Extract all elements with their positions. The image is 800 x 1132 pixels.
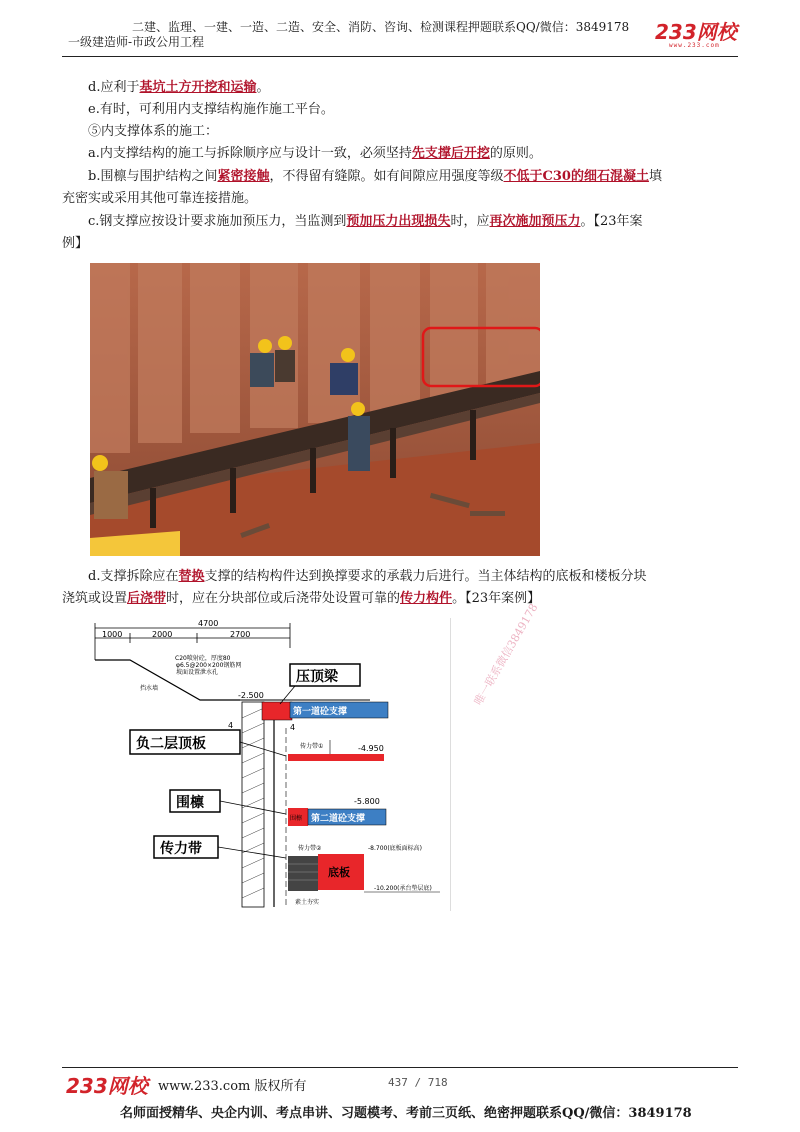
- elev-3: -5.800: [354, 797, 380, 806]
- item-d2-text: d.支撑拆除应在替换支撑的结构构件达到换撑要求的承载力后进行。当主体结构的底板和楼板分块: [88, 569, 647, 584]
- base-slab-text: 底板: [328, 866, 350, 879]
- elev-2: -4.950: [358, 744, 384, 753]
- item-e-text: e.有时，可利用内支撑结构施作施工平台。: [88, 102, 334, 117]
- small-transfer-1: 传力带①: [300, 743, 324, 750]
- mark-4a: 4: [228, 721, 234, 730]
- header-contact-line: 二建、监理、一建、一造、二造、安全、消防、咨询、检测课程押题联系QQ/微信：3849178: [132, 20, 630, 34]
- small-transfer-2: 传力带②: [298, 845, 322, 852]
- item-b-text: b.围檩与围护结构之间紧密接触，不得留有缝隙。如有间隙应用强度等级不低于C30的细石混凝土填: [88, 169, 662, 184]
- footer-contact-line: 名师面授精华、央企内训、考点串讲、习题模考、考前三页纸、绝密押题联系QQ/微信：3849178: [120, 1106, 692, 1121]
- item-d2-text-cont: 浇筑或设置后浇带时，应在分块部位或后浇带处设置可靠的传力构件。【23年案例】: [62, 591, 541, 606]
- label-neg2-roof: 负二层顶板: [136, 736, 206, 752]
- label-waler: 围檩: [176, 795, 204, 811]
- item-a-text: a.内支撑结构的施工与拆除顺序应与设计一致，必须坚持先支撑后开挖的原则。: [88, 146, 542, 161]
- footer-logo: 233网校: [66, 1074, 148, 1098]
- page-number: 437 / 718: [388, 1076, 448, 1089]
- footer-rule: [62, 1067, 738, 1068]
- support-section-diagram: [90, 618, 451, 911]
- item-d-text: d.应利于基坑土方开挖和运输。: [88, 80, 270, 95]
- first-support-text: 第一道砼支撑: [293, 707, 348, 717]
- section-5-heading: ⑤内支撑体系的施工：: [88, 124, 219, 139]
- dim-2: 2000: [152, 630, 173, 639]
- item-b-text-cont: 充密实或采用其他可靠连接措施。: [62, 191, 258, 206]
- label-capping-beam: 压顶梁: [296, 669, 338, 685]
- header-logo: 233网校 www.233.com: [655, 20, 737, 49]
- second-support-text: 第二道砼支撑: [311, 814, 366, 824]
- note-shotcrete: C20喷射砼，厚度80: [175, 655, 231, 662]
- elev-4: -8.700(底板面标高): [368, 845, 423, 852]
- header-subtitle: 一级建造师-市政公用工程: [68, 35, 205, 49]
- label-transfer-belt: 传力带: [160, 841, 202, 857]
- header-rule: [62, 56, 738, 57]
- dim-3: 2700: [230, 630, 251, 639]
- dim-1: 1000: [102, 630, 123, 639]
- mark-4b: 4: [290, 723, 296, 732]
- footer-copyright: www.233.com 版权所有: [158, 1079, 307, 1094]
- watermark: 唯一联系微信3849178: [471, 601, 541, 708]
- construction-photo: [90, 263, 540, 556]
- note-drain-hole: 坡面设置泄水孔: [176, 669, 219, 676]
- elev-5: -10.200(承台垫层底): [374, 885, 432, 892]
- small-waler: 围檩: [290, 815, 303, 822]
- elev-1: -2.500: [238, 691, 264, 700]
- dim-total: 4700: [198, 619, 219, 628]
- small-soil: 素土夯实: [295, 899, 320, 906]
- item-c-text-cont: 例】: [62, 236, 89, 251]
- item-c-text: c.钢支撑应按设计要求施加预压力，当监测到预加压力出现损失时，应再次施加预压力。【23年案: [88, 214, 643, 229]
- note-mesh: φ6.5@200×200钢筋网: [176, 662, 242, 669]
- note-retaining: 挡水墙: [140, 685, 159, 692]
